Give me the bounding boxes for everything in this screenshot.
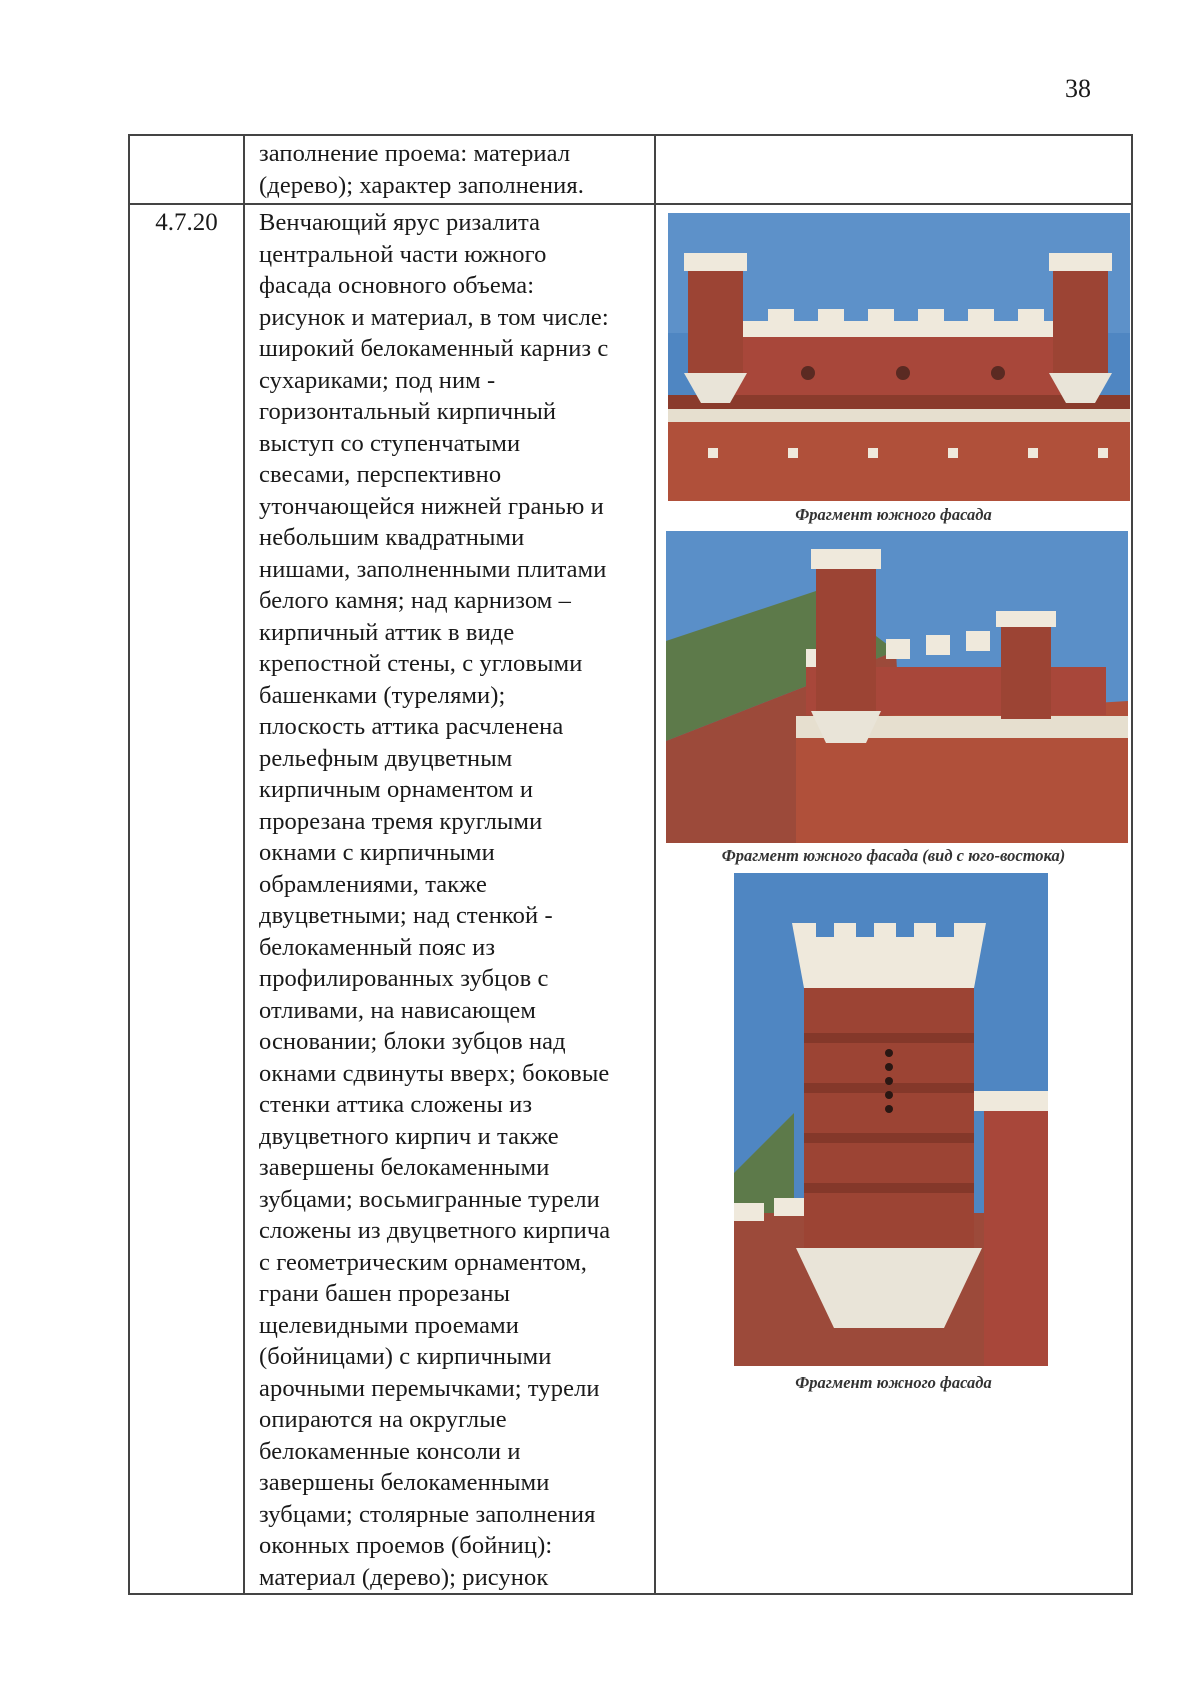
description-line: сухариками; под ним - [259,366,496,394]
description-line: отливами, на нависающем [259,996,537,1024]
description-line: с геометрическим орнаментом, [259,1248,588,1276]
description-line: (дерево); характер заполнения. [259,171,584,199]
description-line: заполнение проема: материал [259,140,571,167]
description-line: материал (дерево); рисунок [259,1563,549,1591]
description-line: крепостной стены, с угловыми [259,650,583,677]
description-line: зубцами; восьмигранные турели [259,1185,600,1213]
description-line: двуцветного кирпич и также [259,1122,559,1150]
description-line: белого камня; над карнизом – [259,587,571,614]
photo-caption-1: Фрагмент южного фасада [795,505,992,524]
description-line: белокаменные консоли и [259,1437,521,1465]
photo-caption-3: Фрагмент южного фасада [795,1373,992,1392]
description-line: окнами с кирпичными [259,839,495,866]
description-line: Венчающий ярус ризалита [259,209,541,236]
description-line: кирпичный аттик в виде [259,618,515,646]
description-line: небольшим квадратными [259,524,525,551]
description-cell [244,135,655,204]
page-number: 38 [1065,74,1091,103]
description-line: широкий белокаменный карниз с [259,335,609,362]
description-text [245,136,654,201]
description-line: утончающейся нижней гранью и [259,492,604,520]
description-line: рельефным двуцветным [259,744,513,772]
description-line: башенками (турелями); [259,681,506,709]
description-line: арочными перемычками; турели [259,1374,600,1402]
description-line: основании; блоки зубцов над [259,1028,566,1055]
description-line: завершены белокаменными [259,1154,550,1181]
facade-photo-3 [734,873,1048,1366]
description-line: зубцами; столярные заполнения [259,1500,596,1528]
facade-photo-2 [666,531,1128,843]
description-line: плоскость аттика расчленена [259,713,564,740]
description-line: свесами, перспективно [259,461,502,488]
description-line: опираются на округлые [259,1406,507,1433]
description-line: стенки аттика сложены из [259,1091,533,1118]
description-text [245,205,654,1593]
description-line: нишами, заполненными плитами [259,555,607,583]
description-line: сложены из двуцветного кирпича [259,1217,611,1244]
description-line: рисунок и материал, в том числе: [259,303,609,331]
description-line: фасада основного объема: [259,272,535,299]
description-line: обрамлениями, также [259,870,487,898]
description-line: окнами сдвинуты вверх; боковые [259,1059,610,1087]
facade-photo-1 [668,213,1130,501]
description-line: завершены белокаменными [259,1469,550,1496]
description-line: щелевидными проемами [259,1311,519,1339]
description-line: белокаменный пояс из [259,933,496,961]
description-line: оконных проемов (бойниц): [259,1532,553,1559]
description-line: прорезана тремя круглыми [259,807,543,835]
photo-caption-2: Фрагмент южного фасада (вид с юго-востока) [721,846,1066,865]
description-line: центральной части южного [259,240,547,268]
description-line: выступ со ступенчатыми [259,429,521,457]
description-line: горизонтальный кирпичный [259,398,557,425]
item-number-cell: 4.7.20 [129,204,244,1594]
description-line: грани башен прорезаны [259,1280,511,1307]
description-line: двуцветными; над стенкой - [259,902,553,929]
description-line: (бойницами) с кирпичными [259,1343,552,1370]
description-cell [244,204,655,1594]
table-row [129,204,1132,1594]
description-line: кирпичным орнаментом и [259,776,534,803]
description-line: профилированных зубцов с [259,965,549,992]
document-table [128,134,1133,1595]
photo-cell [655,135,1132,204]
table-row [129,135,1132,204]
photo-cell [655,204,1132,1594]
item-number-cell [129,135,244,204]
